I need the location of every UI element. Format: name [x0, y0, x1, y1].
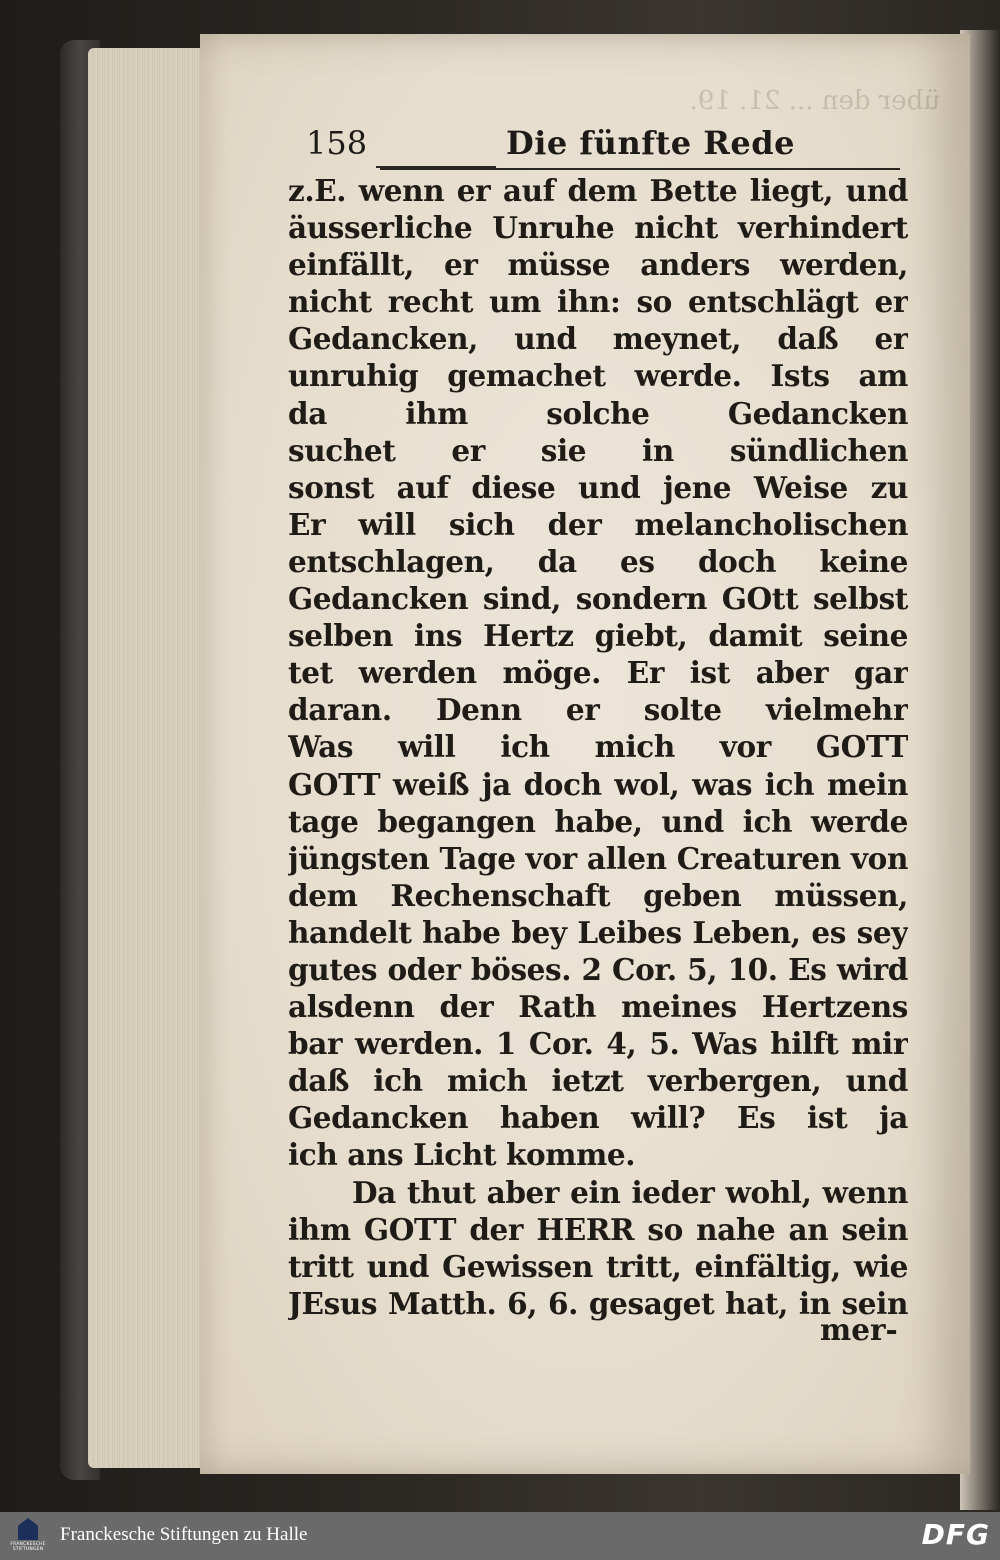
text-line: da ihm solche Gedancken — [288, 395, 908, 431]
head-rule — [380, 168, 900, 170]
text-line: tritt und Gewissen tritt, einfältig, wie — [288, 1248, 908, 1284]
page-edges — [88, 48, 208, 1468]
text-line: tage begangen habe, und ich werde — [288, 803, 908, 839]
text-line: JEsus Matth. 6, 6. gesaget hat, in sein — [288, 1285, 908, 1321]
text-line: selben ins Hertz giebt, damit seine — [288, 618, 908, 654]
bleed-through-text: über den ... 21. 19. — [689, 86, 940, 116]
franckesche-stiftungen-logo[interactable] — [8, 1516, 48, 1556]
text-line: ihm GOTT der HERR so nahe an sein — [288, 1211, 908, 1247]
institution-link[interactable]: Franckesche Stiftungen zu Halle — [60, 1524, 308, 1545]
catchword: mer- — [820, 1312, 898, 1347]
text-line: ich ans Licht komme. — [288, 1137, 636, 1173]
text-line: jüngsten Tage vor allen Creaturen von — [288, 840, 908, 876]
logo-caption: FRANCKESCHE STIFTUNGEN — [10, 1542, 46, 1552]
running-title: Die fünfte Rede — [506, 124, 795, 162]
viewer-footer — [0, 1512, 1000, 1560]
running-head — [306, 124, 906, 168]
text-line: Was will ich mich vor GOTT — [288, 729, 908, 765]
text-line: entschlagen, da es doch keine — [288, 543, 908, 579]
text-line: suchet er sie in sündlichen — [288, 432, 908, 468]
text-line: tet werden möge. Er ist aber gar — [288, 655, 908, 691]
text-line: daran. Denn er solte vielmehr — [288, 692, 908, 728]
dfg-logo[interactable]: DFG — [921, 1518, 990, 1551]
text-line: bar werden. 1 Cor. 4, 5. Was hilft mir — [288, 1026, 908, 1062]
page-number: 158 — [306, 124, 368, 162]
text-line: handelt habe bey Leibes Leben, es sey — [288, 914, 908, 950]
text-line: GOTT weiß ja doch wol, was ich mein — [288, 766, 908, 802]
text-line: Da thut aber ein ieder wohl, wenn — [352, 1174, 908, 1210]
text-line: Gedancken sind, sondern GOtt selbst — [288, 581, 908, 617]
text-line: unruhig gemachet werde. Ists am — [288, 358, 908, 394]
text-line: Gedancken, und meynet, daß er — [288, 321, 908, 357]
text-line: nicht recht um ihn: so entschlägt er — [288, 284, 908, 320]
text-line: dem Rechenschaft geben müssen, — [288, 877, 908, 913]
text-line: daß ich mich ietzt verbergen, und — [288, 1063, 908, 1099]
text-line: äusserliche Unruhe nicht verhindert — [288, 210, 908, 246]
text-line: Er will sich der melancholischen — [288, 506, 908, 542]
body-text — [288, 172, 908, 1322]
text-line: einfällt, er müsse anders werden, — [288, 247, 908, 283]
text-line: z.E. wenn er auf dem Bette liegt, und — [288, 173, 908, 208]
text-line: gutes oder böses. 2 Cor. 5, 10. Es wird — [288, 951, 908, 987]
text-line: Gedancken haben will? Es ist ja — [288, 1100, 908, 1136]
text-line: alsdenn der Rath meines Hertzens — [288, 989, 908, 1025]
building-icon — [18, 1518, 38, 1540]
text-line: sonst auf diese und jene Weise zu — [288, 469, 908, 505]
